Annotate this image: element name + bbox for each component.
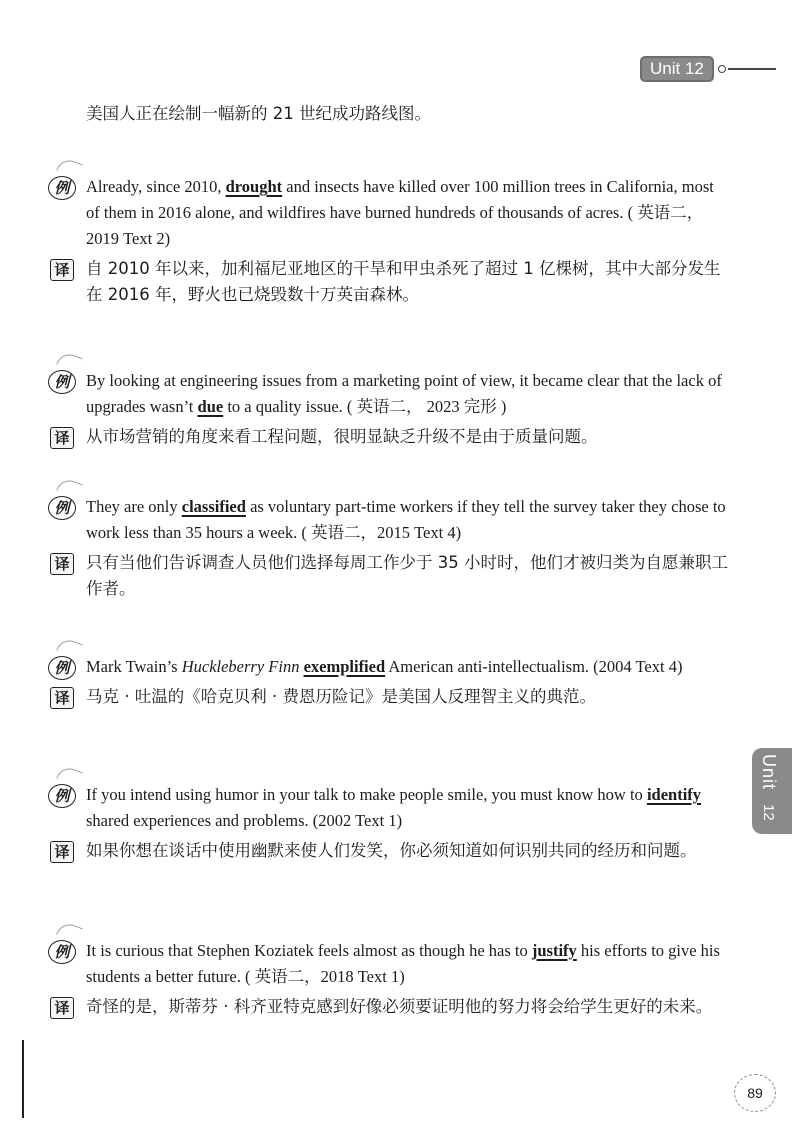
- translation-icon: 译: [50, 687, 74, 709]
- sentence-text: American anti-intellectualism. (2004 Text 4): [385, 657, 683, 676]
- translation: [48, 424, 728, 450]
- side-tab-number: 12: [760, 804, 777, 821]
- unit-label: Unit 12: [640, 56, 714, 82]
- unit-tag: [640, 56, 776, 82]
- example-icon: 例: [48, 496, 76, 520]
- keyword: drought: [225, 177, 283, 196]
- example-block: [48, 782, 728, 864]
- example-icon: 例: [48, 940, 76, 964]
- translation: [48, 550, 728, 602]
- translation-icon: 译: [50, 259, 74, 281]
- translation: [48, 994, 728, 1020]
- translation-text: 自 2010 年以来，加利福尼亚地区的干旱和甲虫杀死了超过 1 亿棵树，其中大部分发生在 2016 年，野火也已烧毁数十万英亩森林。: [86, 259, 721, 304]
- sentence-text: It is curious that Stephen Koziatek feels almost as though he has to: [86, 941, 532, 960]
- translation-text: 如果你想在谈话中使用幽默来使人们发笑，你必须知道如何识别共同的经历和问题。: [86, 841, 697, 860]
- sentence-text: If you intend using humor in your talk to make people smile, you must know how to: [86, 785, 647, 804]
- sentence-text: By looking at engineering issues from a marketing point of view, it became clear that the lack of upgrades wasn’t: [86, 371, 722, 416]
- keyword: identify: [646, 785, 702, 804]
- sentence-text: as voluntary part-time workers if they tell the survey taker they chose to work less than 35 hours a week. ( 英语二，2015 Text 4): [86, 497, 726, 542]
- unit-decoration: [718, 65, 776, 73]
- example-sentence: [48, 938, 728, 990]
- example-icon: 例: [48, 656, 76, 680]
- example-sentence: [48, 782, 728, 834]
- translation-text: 只有当他们告诉调查人员他们选择每周工作少于 35 小时时，他们才被归类为自愿兼职工作者。: [86, 553, 728, 598]
- keyword: classified: [181, 497, 246, 516]
- translation-text: 马克 · 吐温的《哈克贝利 · 费恩历险记》是美国人反理智主义的典范。: [86, 687, 596, 706]
- example-block: [48, 368, 728, 450]
- example-block: [48, 494, 728, 602]
- side-tab-label: Unit: [759, 754, 779, 791]
- translation-icon: 译: [50, 427, 74, 449]
- translation-icon: 译: [50, 997, 74, 1019]
- intro-translation: 美国人正在绘制一幅新的 21 世纪成功路线图。: [86, 104, 431, 123]
- keyword: justify: [531, 941, 577, 960]
- example-block: [48, 174, 728, 308]
- example-sentence: [48, 174, 728, 252]
- translation-icon: 译: [50, 841, 74, 863]
- example-sentence: [48, 494, 728, 546]
- translation: [48, 838, 728, 864]
- book-title: Huckleberry Finn: [181, 657, 300, 676]
- margin-rule: [22, 1040, 24, 1118]
- translation-text: 从市场营销的角度来看工程问题，很明显缺乏升级不是由于质量问题。: [86, 427, 598, 446]
- example-sentence: [48, 368, 728, 420]
- sentence-text: and insects have killed over 100 million trees in California, most of them in 2016 alone, and wildfires have burned hundreds of thousands of acres. ( 英语二，2019 Text 2): [86, 177, 714, 248]
- translation-text: 奇怪的是，斯蒂芬 · 科齐亚特克感到好像必须要证明他的努力将会给学生更好的未来。: [86, 997, 713, 1016]
- sentence-text: shared experiences and problems. (2002 Text 1): [86, 811, 403, 830]
- sentence-text: to a quality issue. ( 英语二， 2023 完形 ): [223, 397, 507, 416]
- sentence-text: They are only: [86, 497, 182, 516]
- example-icon: 例: [48, 176, 76, 200]
- example-block: [48, 938, 728, 1020]
- side-unit-tab: [752, 748, 792, 834]
- keyword: exemplified: [303, 657, 386, 676]
- sentence-text: Already, since 2010,: [86, 177, 226, 196]
- translation: [48, 684, 728, 710]
- example-block: [48, 654, 728, 710]
- sentence-text: his efforts to give his students a better future. ( 英语二，2018 Text 1): [86, 941, 720, 986]
- page-number: 89: [734, 1074, 776, 1112]
- translation-icon: 译: [50, 553, 74, 575]
- example-icon: 例: [48, 784, 76, 808]
- example-sentence: [48, 654, 728, 680]
- example-icon: 例: [48, 370, 76, 394]
- keyword: due: [197, 397, 224, 416]
- sentence-text: Mark Twain’s: [86, 657, 182, 676]
- translation: [48, 256, 728, 308]
